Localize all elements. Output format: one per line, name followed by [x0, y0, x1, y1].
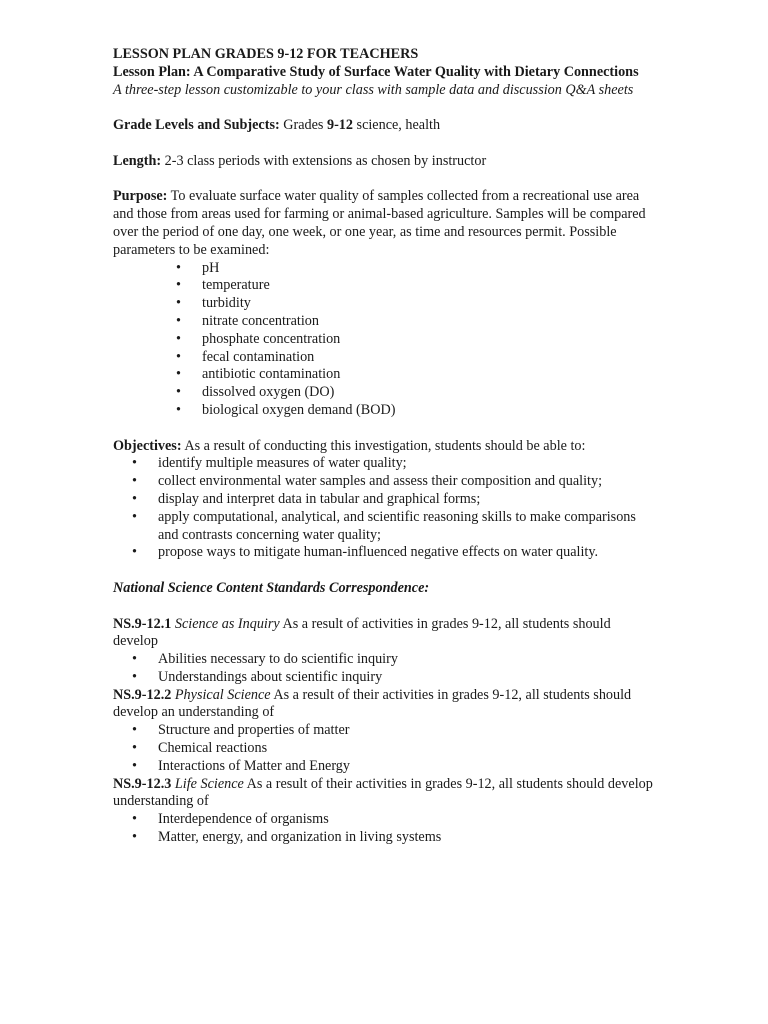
list-item: • display and interpret data in tabular and graphical forms; — [158, 491, 653, 509]
purpose-label: Purpose: — [113, 188, 168, 205]
standard-area: Life Science — [174, 775, 244, 792]
list-item: • Understandings about scientific inquiry — [158, 669, 653, 687]
lesson-plan-content — [113, 46, 653, 847]
ns3-list — [113, 811, 653, 847]
lesson-subtitle: A three-step lesson customizable to your class with sample data and discussion Q&A sheets — [113, 81, 634, 98]
ns2-list — [113, 722, 653, 775]
list-item: • collect environmental water samples and assess their composition and quality; — [158, 473, 653, 491]
list-item: • temperature — [202, 277, 653, 295]
standard-area: Physical Science — [174, 686, 271, 703]
grade-levels-line: Grade Levels and Subjects: Grades 9-12 science, health — [113, 117, 441, 134]
list-item: • turbidity — [202, 295, 653, 313]
standard-code: NS.9-12.3 — [113, 775, 172, 792]
lesson-title: Lesson Plan: A Comparative Study of Surface Water Quality with Dietary Connections — [113, 63, 639, 80]
list-item: • identify multiple measures of water quality; — [158, 455, 653, 473]
length-line: Length: 2-3 class periods with extensions as chosen by instructor — [113, 152, 487, 169]
objectives-label: Objectives: — [113, 437, 182, 454]
standard-ns1: NS.9-12.1 Science as Inquiry As a result of activities in grades 9-12, all students should develop — [113, 615, 611, 650]
grade-range: 9-12 — [326, 117, 353, 134]
list-item: • Chemical reactions — [158, 740, 653, 758]
list-item: • Interactions of Matter and Energy — [158, 758, 653, 776]
length-label: Length: — [113, 152, 162, 169]
standards-heading: National Science Content Standards Correspondence: — [113, 579, 430, 596]
objectives-paragraph: Objectives: As a result of conducting this investigation, students should be able to: — [113, 437, 586, 454]
list-item: • biological oxygen demand (BOD) — [202, 402, 653, 420]
list-item: • apply computational, analytical, and scientific reasoning skills to make comparisons and contrasts concerning water quality; — [158, 509, 653, 545]
standard-area: Science as Inquiry — [174, 615, 280, 632]
list-item: • Structure and properties of matter — [158, 722, 653, 740]
grade-levels-label: Grade Levels and Subjects: — [113, 117, 280, 134]
standard-ns2: NS.9-12.2 Physical Science As a result of their activities in grades 9-12, all students should develop an understanding of — [113, 686, 632, 721]
list-item: • antibiotic contamination — [202, 366, 653, 384]
list-item: • phosphate concentration — [202, 331, 653, 349]
ns1-list — [113, 651, 653, 687]
list-item: • nitrate concentration — [202, 313, 653, 331]
standard-code: NS.9-12.2 — [113, 686, 172, 703]
list-item: • Interdependence of organisms — [158, 811, 653, 829]
objectives-list — [113, 455, 653, 562]
list-item: • propose ways to mitigate human-influenced negative effects on water quality. — [158, 544, 653, 562]
list-item: • pH — [202, 260, 653, 278]
purpose-paragraph: Purpose: To evaluate surface water quality of samples collected from a recreational use area and those from areas used for farming or animal-based agriculture. Samples will be compared over the period of one day, one week, or one year, as time and resources permit. Possible parameters to be examined: — [113, 188, 646, 258]
document-title: LESSON PLAN GRADES 9-12 FOR TEACHERS — [113, 46, 419, 62]
list-item: • dissolved oxygen (DO) — [202, 384, 653, 402]
list-item: • Abilities necessary to do scientific inquiry — [158, 651, 653, 669]
standard-ns3: NS.9-12.3 Life Science As a result of their activities in grades 9-12, all students should develop understanding of — [113, 775, 653, 810]
list-item: • Matter, energy, and organization in living systems — [158, 829, 653, 847]
list-item: • fecal contamination — [202, 349, 653, 367]
parameters-list — [113, 260, 653, 420]
standard-code: NS.9-12.1 — [113, 615, 172, 632]
